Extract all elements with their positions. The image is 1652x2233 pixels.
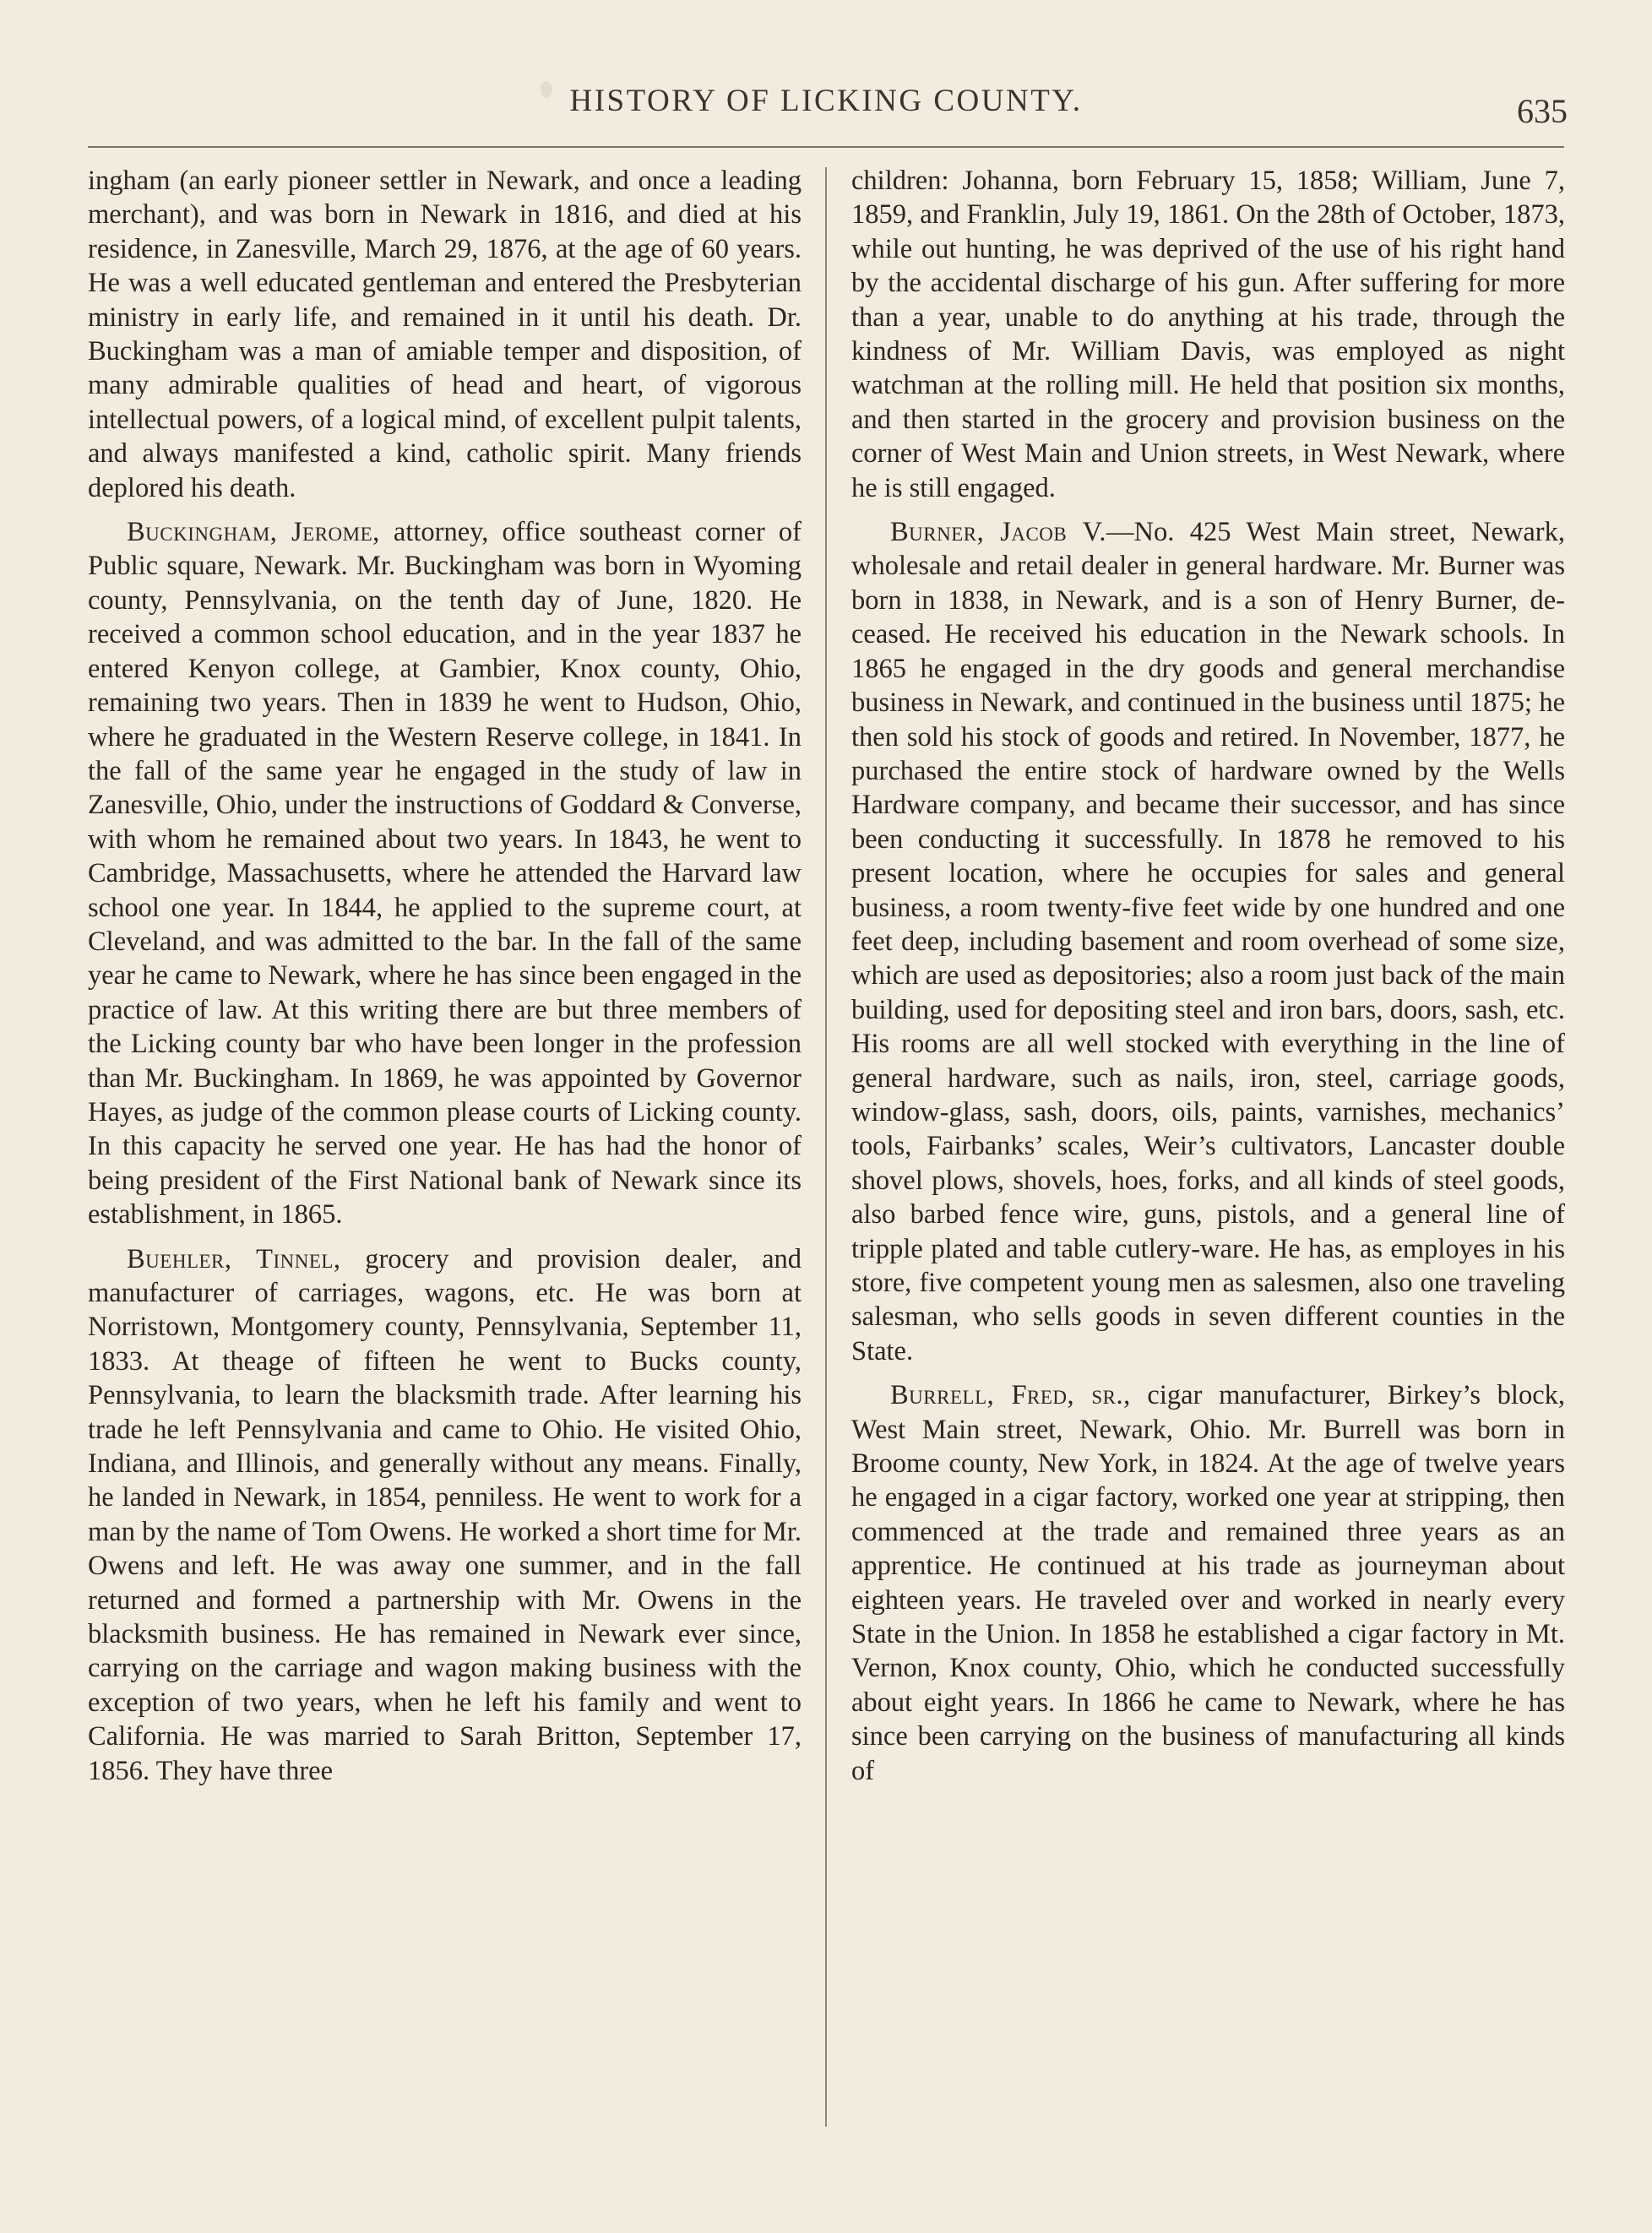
paragraph-buckingham-jerome — [88, 515, 802, 1232]
column-divider — [825, 167, 827, 2127]
entry-text: attorney, office southeast corner of Public square, Newark. Mr. Buckingham was born in Wyoming county, Pennsylvania, on the tenth day of June, 1820. He received a common school education, and in the year 1837 he entered Kenyon college, at Gambier, Knox county, Ohio, remaining two years. Then in 1839 he went to Hudson, Ohio, where he graduated in the Western Reserve college, in 1841. In the fall of the same year he engaged in the study of law in Zanesville, Ohio, under the instructions of Goddard & Converse, with whom he remained about two years. In 1843, he went to Cambridge, Massachusetts, where he attended the Harvard law school one year. In 1844, he applied to the supreme court, at Cleveland, and was admitted to the bar. In the fall of the same year he came to Newark, where he has since been engaged in the practice of law. At this writing there are but three members of the Licking county bar who have been longer in the profession than Mr. Buckingham. In 1869, he was appointed by Governor Hayes, as judge of the common please courts of Licking county. In this capacity he served one year. He has had the honor of being president of the First National bank of Newark since its establishment, in 1865. — [88, 517, 802, 1231]
left-column — [88, 164, 802, 1798]
entry-text: cigar manufacturer, Birkey’s block, West Main street, Newark, Ohio. Mr. Burrell was born in Broome county, New York, in 1824. At the age of twelve years he engaged in a cigar factory, worked one year at stripping, then commenced at the trade and remained three years as an apprentice. He continued at his trade as journeyman about eighteen years. He traveled over and worked in nearly every State in the Union. In 1858 he established a cigar factory in Mt. Vernon, Knox county, Ohio, which he conducted successfully about eight years. In 1866 he came to Newark, where he has since been carrying on the business of manufacturing all kinds of — [851, 1380, 1566, 1786]
header-rule — [88, 146, 1564, 148]
paragraph-buckingham-continued: ingham (an early pioneer settler in Newark, and once a leading merchant), and was born in Newark in 1816, and died at his residence, in Zanesville, March 29, 1876, at the age of 60 years. He was a well educated gentleman and entered the Presbyterian ministry in early life, and remained in it until his death. Dr. Buckingham was a man of amiable temper and disposition, of many admirable qualities of head and heart, of vigorous intellectual powers, of a logical mind, of excellent pulpit talents, and always manifested a kind, catholic spirit. Many friends deplored his death. — [88, 166, 802, 503]
entry-name: Buehler, Tinnel, — [127, 1243, 341, 1274]
entry-text: grocery and provision dealer, and manufacturer of carriages, wagons, etc. He was born at Norristown, Montgomery county, Pennsylvania, September 11, 1833. At theage of fifteen he went to Bucks county, Pennsylvania, to learn the blacksmith trade. After learning his trade he left Pennsylvania and came to Ohio. He visited Ohio, Indiana, and Illinois, and generally without any means. Finally, he landed in Newark, in 1854, penniless. He went to work for a man by the name of Tom Owens. He worked a short time for Mr. Owens and left. He was away one summer, and in the fall returned and formed a partnership with Mr. Owens in the blacksmith business. He has remained in Newark ever since, carrying on the carriage and wagon making business with the exception of two years, when he left his family and went to California. He was married to Sarah Britton, September 17, 1856. They have three — [88, 1243, 802, 1786]
page-number: 635 — [1517, 92, 1568, 130]
running-title: HISTORY OF LICKING COUNTY. — [569, 84, 1083, 118]
right-column — [851, 164, 1565, 1798]
paragraph-burner-jacob — [851, 515, 1565, 1368]
paragraph-buehler-continued: children: Johanna, born February 15, 1858; William, June 7, 1859, and Franklin, July 19, 1861. On the 28th of October, 1873, while out hunting, he was deprived of the use of his right hand by the accidental discharge of his gun. After suffering for more than a year, unable to do anything at his trade, through the kindness of Mr. William Davis, was employed as night watchman at the rolling mill. He held that position six months, and then started in the grocery and provision business on the corner of West Main and Union streets, in West Newark, where he is still engaged. — [851, 166, 1565, 503]
entry-name: Burrell, Fred, sr., — [890, 1380, 1131, 1411]
paragraph-buehler-tinnel — [88, 1242, 802, 1789]
entry-name: Buckingham, Jerome, — [127, 517, 380, 548]
entry-text: —No. 425 West Main street, Newark, wholesale and retail dealer in general hardware. Mr. Burner was born in 1838, in Newark, and is a son of Henry Burner, deceased. He received his education in the Newark schools. In 1865 he engaged in the dry goods and general merchandise business in Newark, and continued in the business until 1875; he then sold his stock of goods and retired. In November, 1877, he purchased the entire stock of hardware owned by the Wells Hardware company, and became their successor, and has since been conducting it successfully. In 1878 he removed to his present location, where he occupies for sales and general business, a room twenty-five feet wide by one hundred and one feet deep, including basement and room overhead of some size, which are used as depositories; also a room just back of the main building, used for depositing steel and iron bars, doors, sash, etc. His rooms are all well stocked with everything in the line of general hardware, such as nails, iron, steel, carriage goods, window-glass, sash, doors, oils, paints, varnishes, mechanics’ tools, Fairbanks’ scales, Weir’s cultivators, Lancaster double shovel plows, shovels, hoes, forks, and all kinds of steel goods, also barbed fence wire, guns, pistols, and a general line of tripple plated and table cutlery-ware. He has, as employes in his store, five competent young men as salesmen, also one traveling salesman, who sells goods in seven different counties in the State. — [851, 517, 1566, 1366]
entry-name: Burner, Jacob V. — [890, 517, 1107, 548]
paragraph-burrell-fred — [851, 1378, 1565, 1788]
